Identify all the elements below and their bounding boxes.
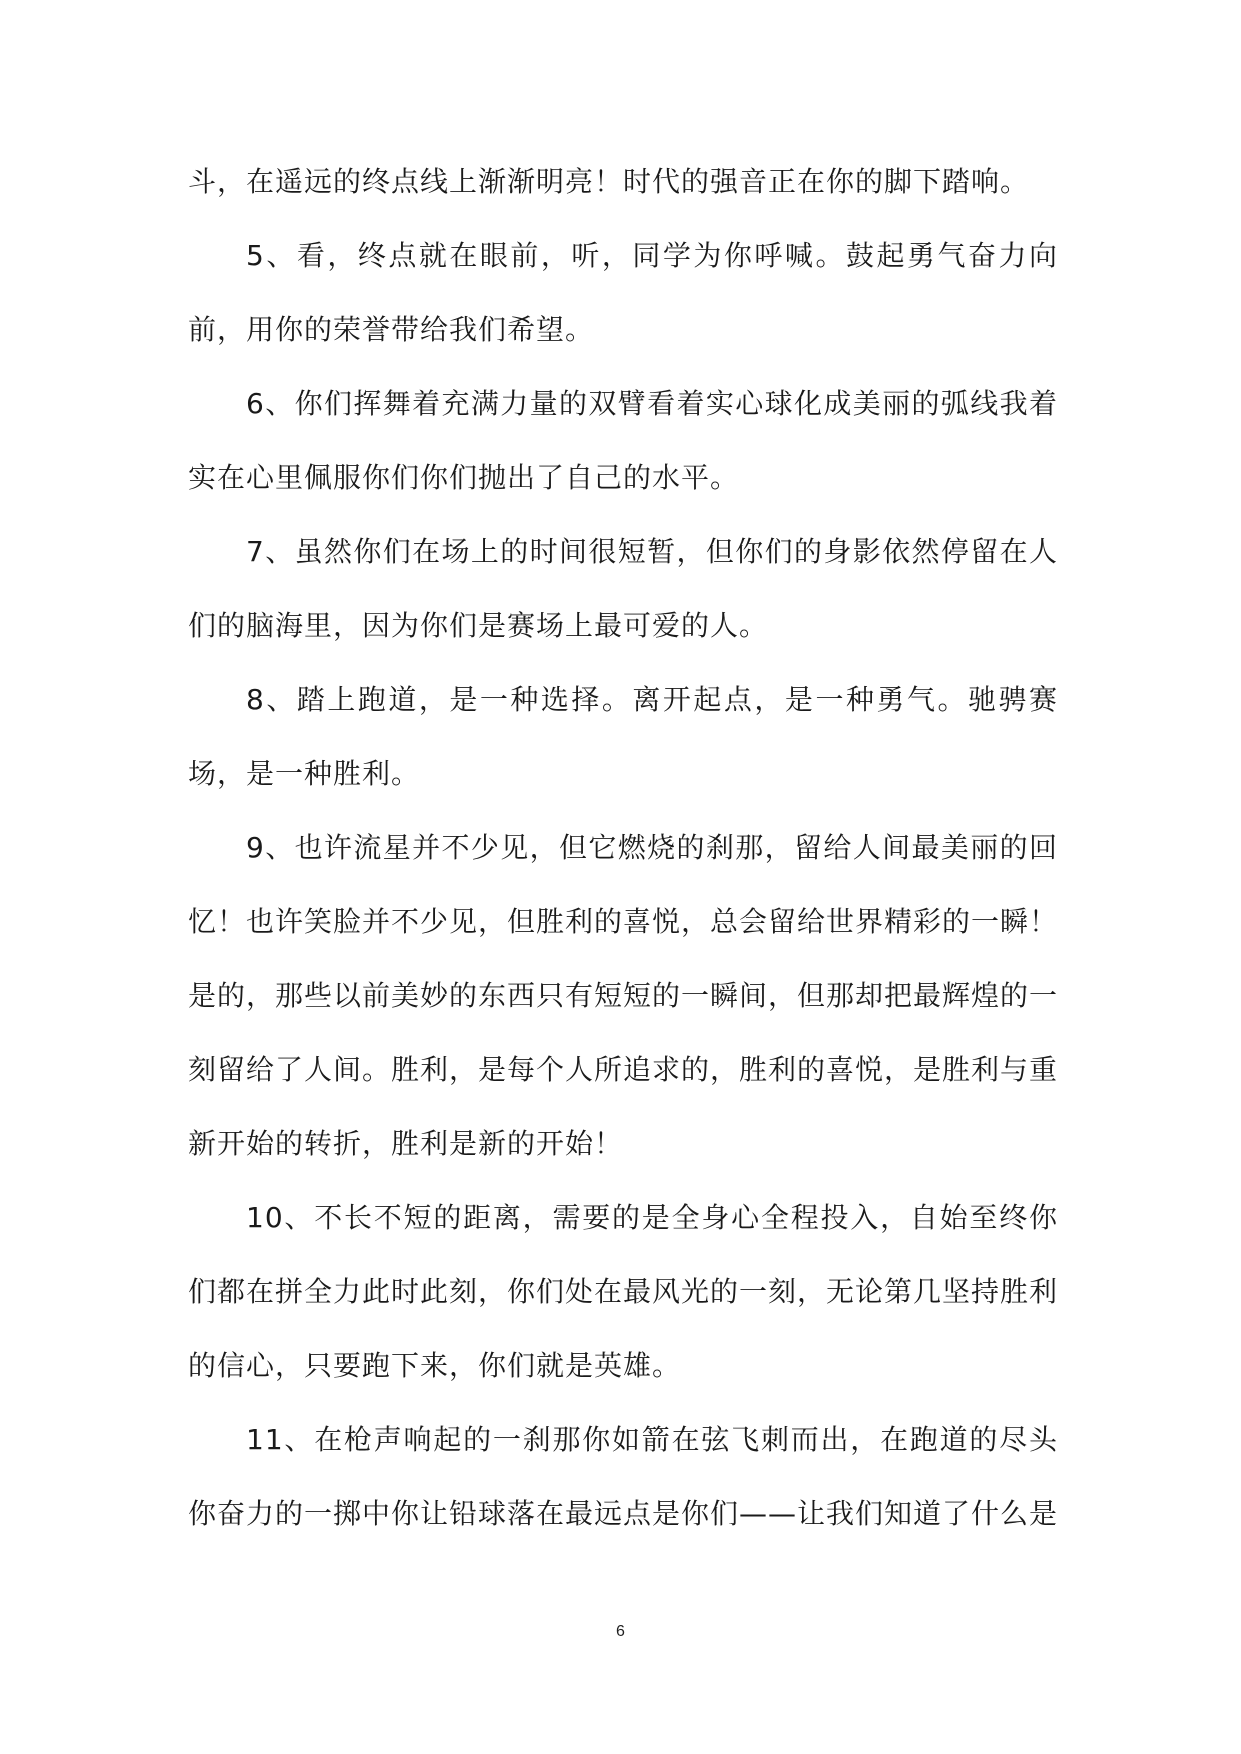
paragraph-9: 9、也许流星并不少见，但它燃烧的刹那，留给人间最美丽的回忆！也许笑脸并不少见，但胜利的喜悦，总会留给世界精彩的一瞬！是的，那些以前美妙的东西只有短短的一瞬间，但那却把最辉煌的一刻留给了人间。胜利，是每个人所追求的，胜利的喜悦，是胜利与重新开始的转折，胜利是新的开始！: [188, 831, 1059, 1160]
body-text: [188, 145, 1058, 1551]
paragraph-10: 10、不长不短的距离，需要的是全身心全程投入，自始至终你们都在拼全力此时此刻，你们处在最风光的一刻，无论第几坚持胜利的信心，只要跑下来，你们就是英雄。: [188, 1201, 1059, 1382]
paragraph-8: 8、踏上跑道，是一种选择。离开起点，是一种勇气。驰骋赛场，是一种胜利。: [188, 683, 1058, 790]
paragraph-5: 5、看，终点就在眼前，听，同学为你呼喊。鼓起勇气奋力向前，用你的荣誉带给我们希望。: [188, 239, 1058, 346]
page-number: 6: [616, 1623, 625, 1640]
paragraph-6: 6、你们挥舞着充满力量的双臂看着实心球化成美丽的弧线我着实在心里佩服你们你们抛出了自己的水平。: [188, 387, 1058, 494]
paragraph-continued: 斗，在遥远的终点线上渐渐明亮！时代的强音正在你的脚下踏响。: [188, 165, 1030, 198]
paragraph-7: 7、虽然你们在场上的时间很短暂，但你们的身影依然停留在人们的脑海里，因为你们是赛场上最可爱的人。: [188, 535, 1058, 642]
paragraph-11: 11、在枪声响起的一刹那你如箭在弦飞刺而出，在跑道的尽头你奋力的一掷中你让铅球落在最远点是你们——让我们知道了什么是: [188, 1423, 1059, 1530]
